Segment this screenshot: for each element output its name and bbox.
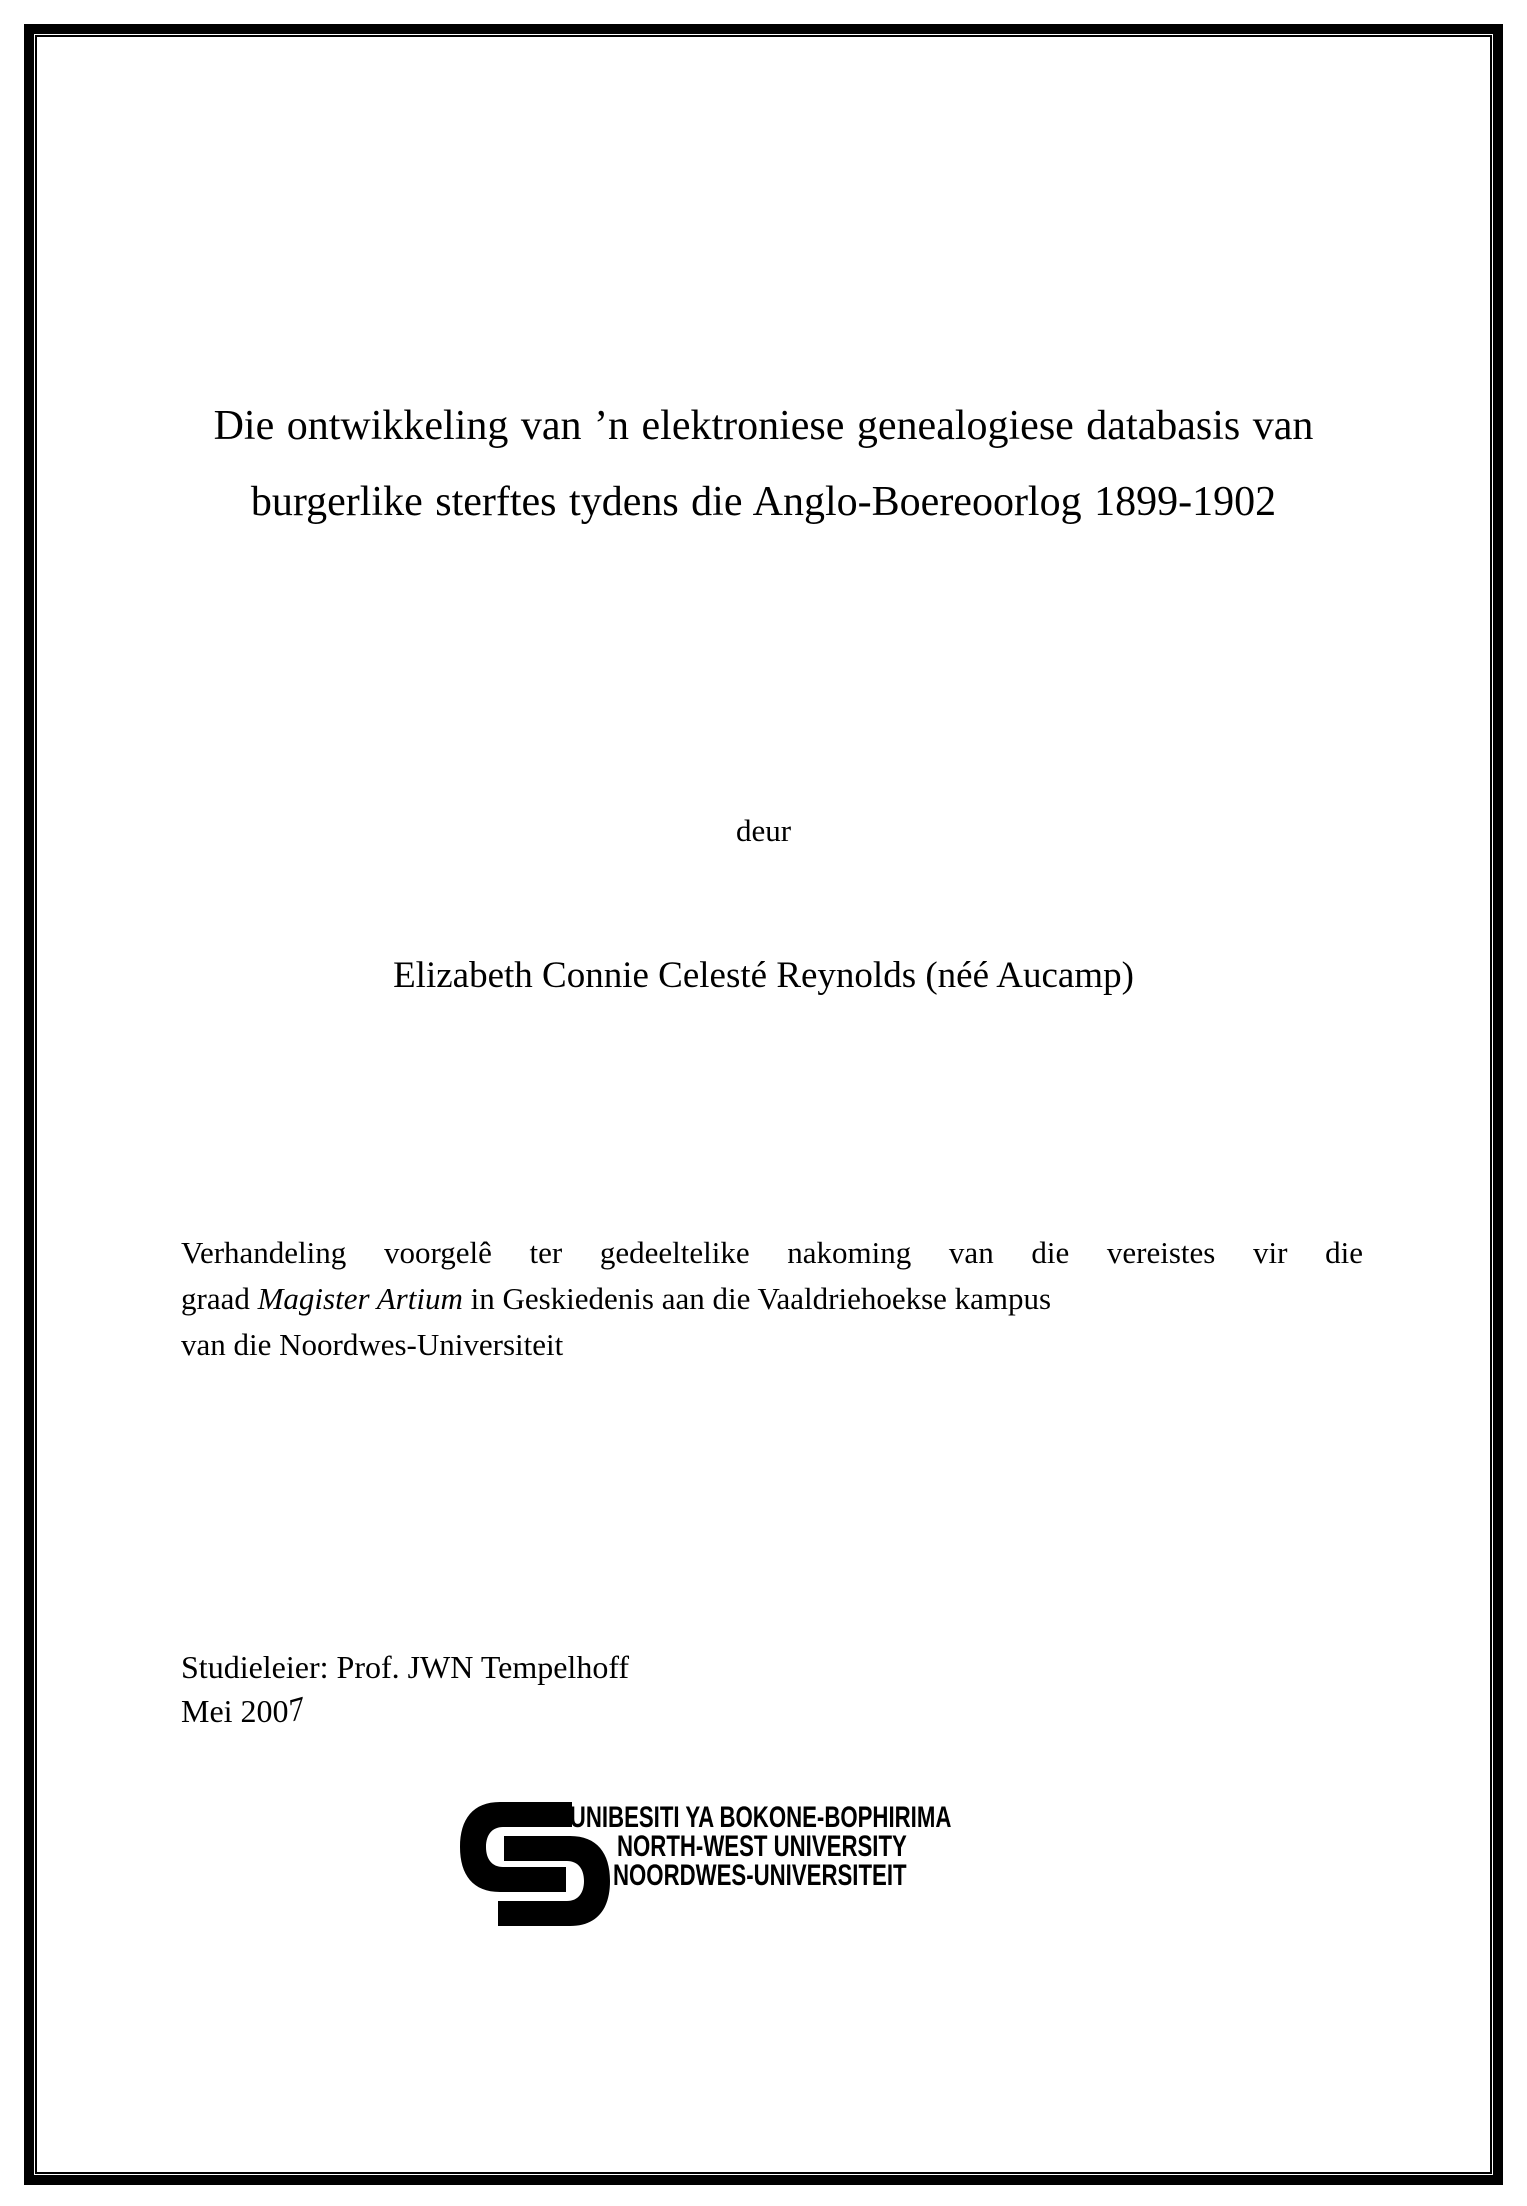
supervisor-and-date [181, 1645, 629, 1733]
degree-statement-line2-post: in Geskiedenis aan die Vaaldriehoekse kampus [462, 1281, 1052, 1316]
degree-statement-line2 [181, 1276, 1363, 1322]
degree-statement-line3: van die Noordwes-Universiteit [181, 1327, 564, 1362]
byline-label: deur [735, 813, 792, 848]
university-logo-text [555, 1803, 1091, 1890]
degree-statement-line1: Verhandeling voorgelê ter gedeeltelike nakoming van die vereistes vir die [181, 1235, 1363, 1270]
thesis-title-line1: Die ontwikkeling van ’n elektroniese genealogiese databasis van [213, 403, 1314, 449]
thesis-title [80, 388, 1447, 540]
date-last-digit: 7 [287, 1688, 306, 1730]
degree-name-italic: Magister Artium [257, 1281, 463, 1316]
date-prefix: Mei 200 [181, 1693, 289, 1729]
logo-text-afrikaans: NOORDWES-UNIVERSITEIT [613, 1859, 907, 1892]
supervisor-line: Studieleier: Prof. JWN Tempelhoff [181, 1649, 630, 1685]
degree-statement [181, 1230, 1363, 1368]
university-logo [460, 1802, 1020, 1937]
author-name: Elizabeth Connie Celesté Reynolds (néé Aucamp) [393, 955, 1134, 996]
logo-text-setswana: YUNIBESITI YA BOKONE-BOPHIRIMA [555, 1801, 952, 1834]
degree-statement-line2-pre: graad [181, 1281, 258, 1316]
date-line [181, 1689, 629, 1733]
logo-text-english: NORTH-WEST UNIVERSITY [617, 1830, 907, 1863]
thesis-title-line2: burgerlike sterftes tydens die Anglo-Boereoorlog 1899-1902 [250, 479, 1277, 525]
